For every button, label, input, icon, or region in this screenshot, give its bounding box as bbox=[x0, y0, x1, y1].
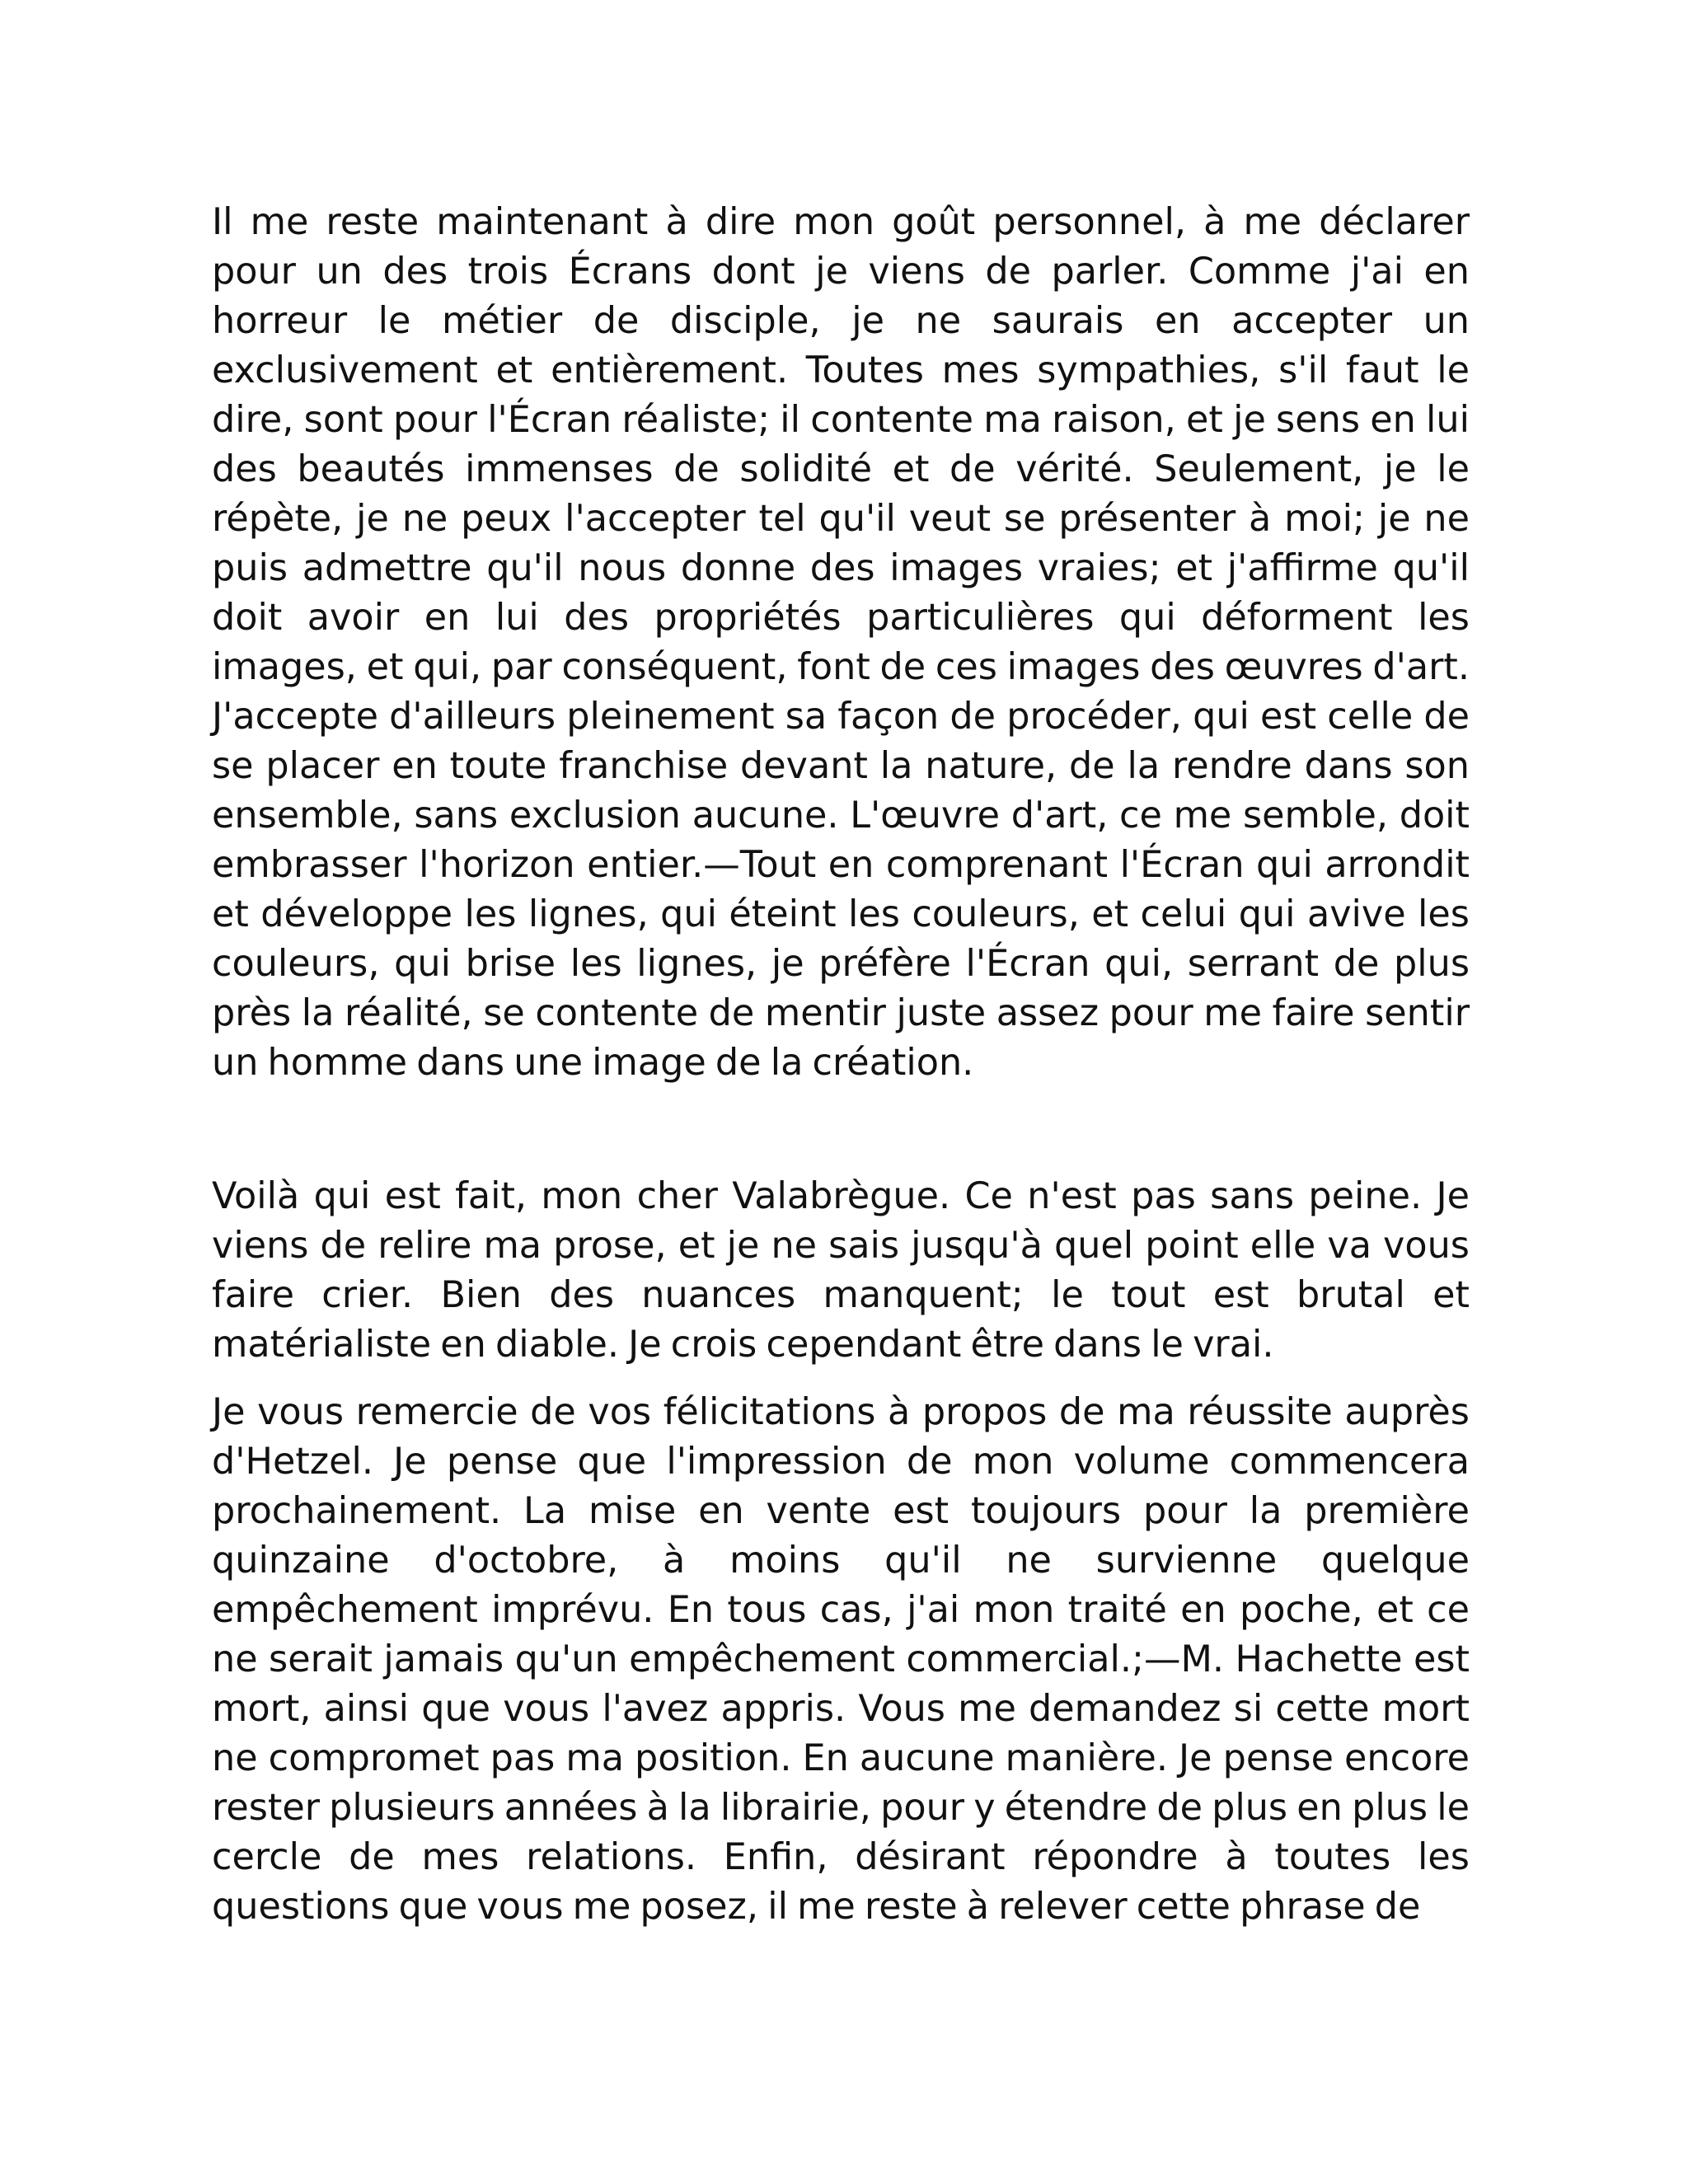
paragraph-text: Il me reste maintenant à dire mon goût personnel, à me déclarer pour un des trois Écrans dont je viens de parler. Comme j'ai en horreur le métier de disciple, je ne saurais en accepter un exclusivement et entièrement. Toutes mes sympathies, s'il faut le dire, sont pour l'Écran réaliste; il contente ma raison, et je sens en lui des beautés immenses de solidité et de vérité. Seulement, je le répète, je ne peux l'accepter tel qu'il veut se présenter à moi; je ne puis admettre qu'il nous donne des images vraies; et j'affirme qu'il doit avoir en lui des propriétés particulières qui déforment les images, et qui, par conséquent, font de ces images des œuvres d'art. J'accepte d'ailleurs pleinement sa façon de procéder, qui est celle de se placer en toute franchise devant la nature, de la rendre dans son ensemble, sans exclusion aucune. L'œuvre d'art, ce me semble, doit embrasser l'horizon entier.—Tout en comprenant l'Écran qui arrondit et développe les lignes, qui éteint les couleurs, et celui qui avive les couleurs, qui brise les lignes, je préfère l'Écran qui, serrant de plus près la réalité, se contente de mentir juste assez pour me faire sentir un homme dans une image de la création. bbox=[212, 201, 1470, 1084]
paragraph-valabregue bbox=[212, 1172, 1470, 1370]
paragraph-ecran-realiste bbox=[212, 198, 1470, 1088]
paragraph-text: Voilà qui est fait, mon cher Valabrègue. Ce n'est pas sans peine. Je viens de relire ma prose, et je ne sais jusqu'à quel point elle va vous faire crier. Bien des nuances manquent; le tout est brutal et matérialiste en diable. Je crois cependant être dans le vrai. bbox=[212, 1175, 1470, 1366]
paragraph-hetzel bbox=[212, 1388, 1470, 1932]
paragraph-text: Je vous remercie de vos félicitations à propos de ma réussite auprès d'Hetzel. Je pense que l'impression de mon volume commencera prochainement. La mise en vente est toujours pour la première quinzaine d'octobre, à moins qu'il ne survienne quelque empêchement imprévu. En tous cas, j'ai mon traité en poche, et ce ne serait jamais qu'un empêchement commercial.;—M. Hachette est mort, ainsi que vous l'avez appris. Vous me demandez si cette mort ne compromet pas ma position. En aucune manière. Je pense encore rester plusieurs années à la librairie, pour y étendre de plus en plus le cercle de mes relations. Enfin, désirant répondre à toutes les questions que vous me posez, il me reste à relever cette phrase de bbox=[212, 1391, 1470, 1928]
